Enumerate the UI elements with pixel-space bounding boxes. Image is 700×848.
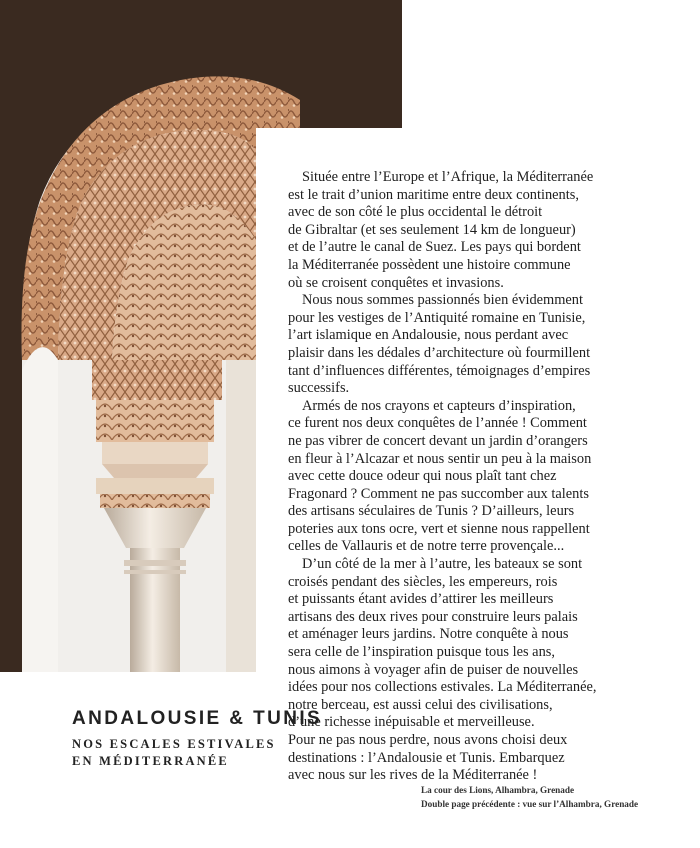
text-line: ne pas vibrer de concert devant un jardin d’orangers	[288, 432, 588, 449]
text-line: Pour ne pas nous perdre, nous avons choisi deux	[288, 732, 568, 748]
text-line: l’art islamique en Andalousie, nous perdant avec	[288, 327, 569, 344]
text-line: poteries aux tons ocre, vert et sienne nous rappellent	[288, 520, 590, 537]
page-title: ANDALOUSIE & TUNIS	[72, 708, 323, 729]
text-line: pour les vestiges de l’Antiquité romaine en Tunisie,	[288, 309, 586, 326]
paragraph-conquests	[288, 398, 640, 556]
text-line: des artisans séculaires de Tunis ? D’ailleurs, leurs	[288, 503, 575, 520]
text-line: et puissants étant avides d’attirer les meilleurs	[288, 591, 554, 608]
text-line: en fleur à l’Alcazar et nous sentir un peu à la maison	[288, 450, 592, 467]
photo-caption	[421, 784, 638, 811]
text-line: Nous nous sommes passionnés bien évidemment	[302, 292, 583, 309]
body-text	[288, 169, 640, 785]
caption-line: Double page précédente : vue sur l’Alhambra, Grenade	[421, 798, 639, 809]
text-line: sera celle de l’inspiration puisque tous les ans,	[288, 644, 555, 661]
text-line: et aménager leurs jardins. Notre conquête à nous	[288, 626, 569, 643]
text-line: avec de son côté le plus occidental le détroit	[288, 204, 543, 221]
column-shaft	[130, 548, 180, 672]
text-line: celles de Vallauris et de notre terre provençale...	[288, 538, 565, 555]
text-line: de Gibraltar (et ses seulement 14 km de longueur)	[288, 221, 576, 238]
text-line: tant d’influences différentes, témoignages d’empires	[288, 362, 591, 379]
text-line: où se croisent conquêtes et invasions.	[288, 274, 504, 291]
text-line: avec cette douce odeur qui nous plaît tant chez	[288, 468, 557, 485]
text-line: successifs.	[288, 380, 350, 397]
capital-upper	[92, 360, 222, 400]
text-line: d’une richesse inépuisable et merveilleuse.	[288, 714, 535, 731]
text-line: ce furent nos deux conquêtes de l’année ! Comment	[288, 415, 587, 432]
subtitle-line: EN MÉDITERRANÉE	[72, 754, 229, 768]
text-line: D’un côté de la mer à l’autre, les bateaux se sont	[302, 556, 583, 573]
paragraph-antiquity	[288, 292, 640, 398]
text-line: idées pour nos collections estivales. La Méditerranée,	[288, 679, 597, 696]
text-line: plaisir dans les dédales d’architecture où fourmillent	[288, 344, 591, 361]
caption-line: La cour des Lions, Alhambra, Grenade	[421, 785, 575, 795]
subtitle-line: NOS ESCALES ESTIVALES	[72, 737, 276, 751]
text-line: Située entre l’Europe et l’Afrique, la Méditerranée	[302, 169, 594, 185]
paragraph-destinations	[288, 732, 640, 785]
text-line: notre berceau, est aussi celui des civilisations,	[288, 696, 553, 713]
text-line: est le trait d’union maritime entre deux continents,	[288, 186, 579, 203]
text-line: destinations : l’Andalousie et Tunis. Embarquez	[288, 749, 565, 766]
page-subtitle	[72, 736, 276, 770]
text-line: Fragonard ? Comment ne pas succomber aux talents	[288, 485, 589, 502]
text-line: nous aimons à voyager afin de puiser de nouvelles	[288, 661, 579, 678]
text-line: artisans des deux rives pour construire leurs palais	[288, 608, 578, 625]
paragraph-intro	[288, 169, 640, 292]
paragraph-crossings	[288, 556, 640, 732]
text-line: croisés pendant des siècles, les empereurs, rois	[288, 573, 558, 590]
text-line: et de l’autre le canal de Suez. Les pays qui bordent	[288, 239, 581, 256]
text-line: Armés de nos crayons et capteurs d’inspiration,	[302, 397, 576, 414]
text-line: la Méditerranée possèdent une histoire commune	[288, 256, 571, 273]
text-line: avec nous sur les rives de la Méditerranée !	[288, 767, 538, 784]
